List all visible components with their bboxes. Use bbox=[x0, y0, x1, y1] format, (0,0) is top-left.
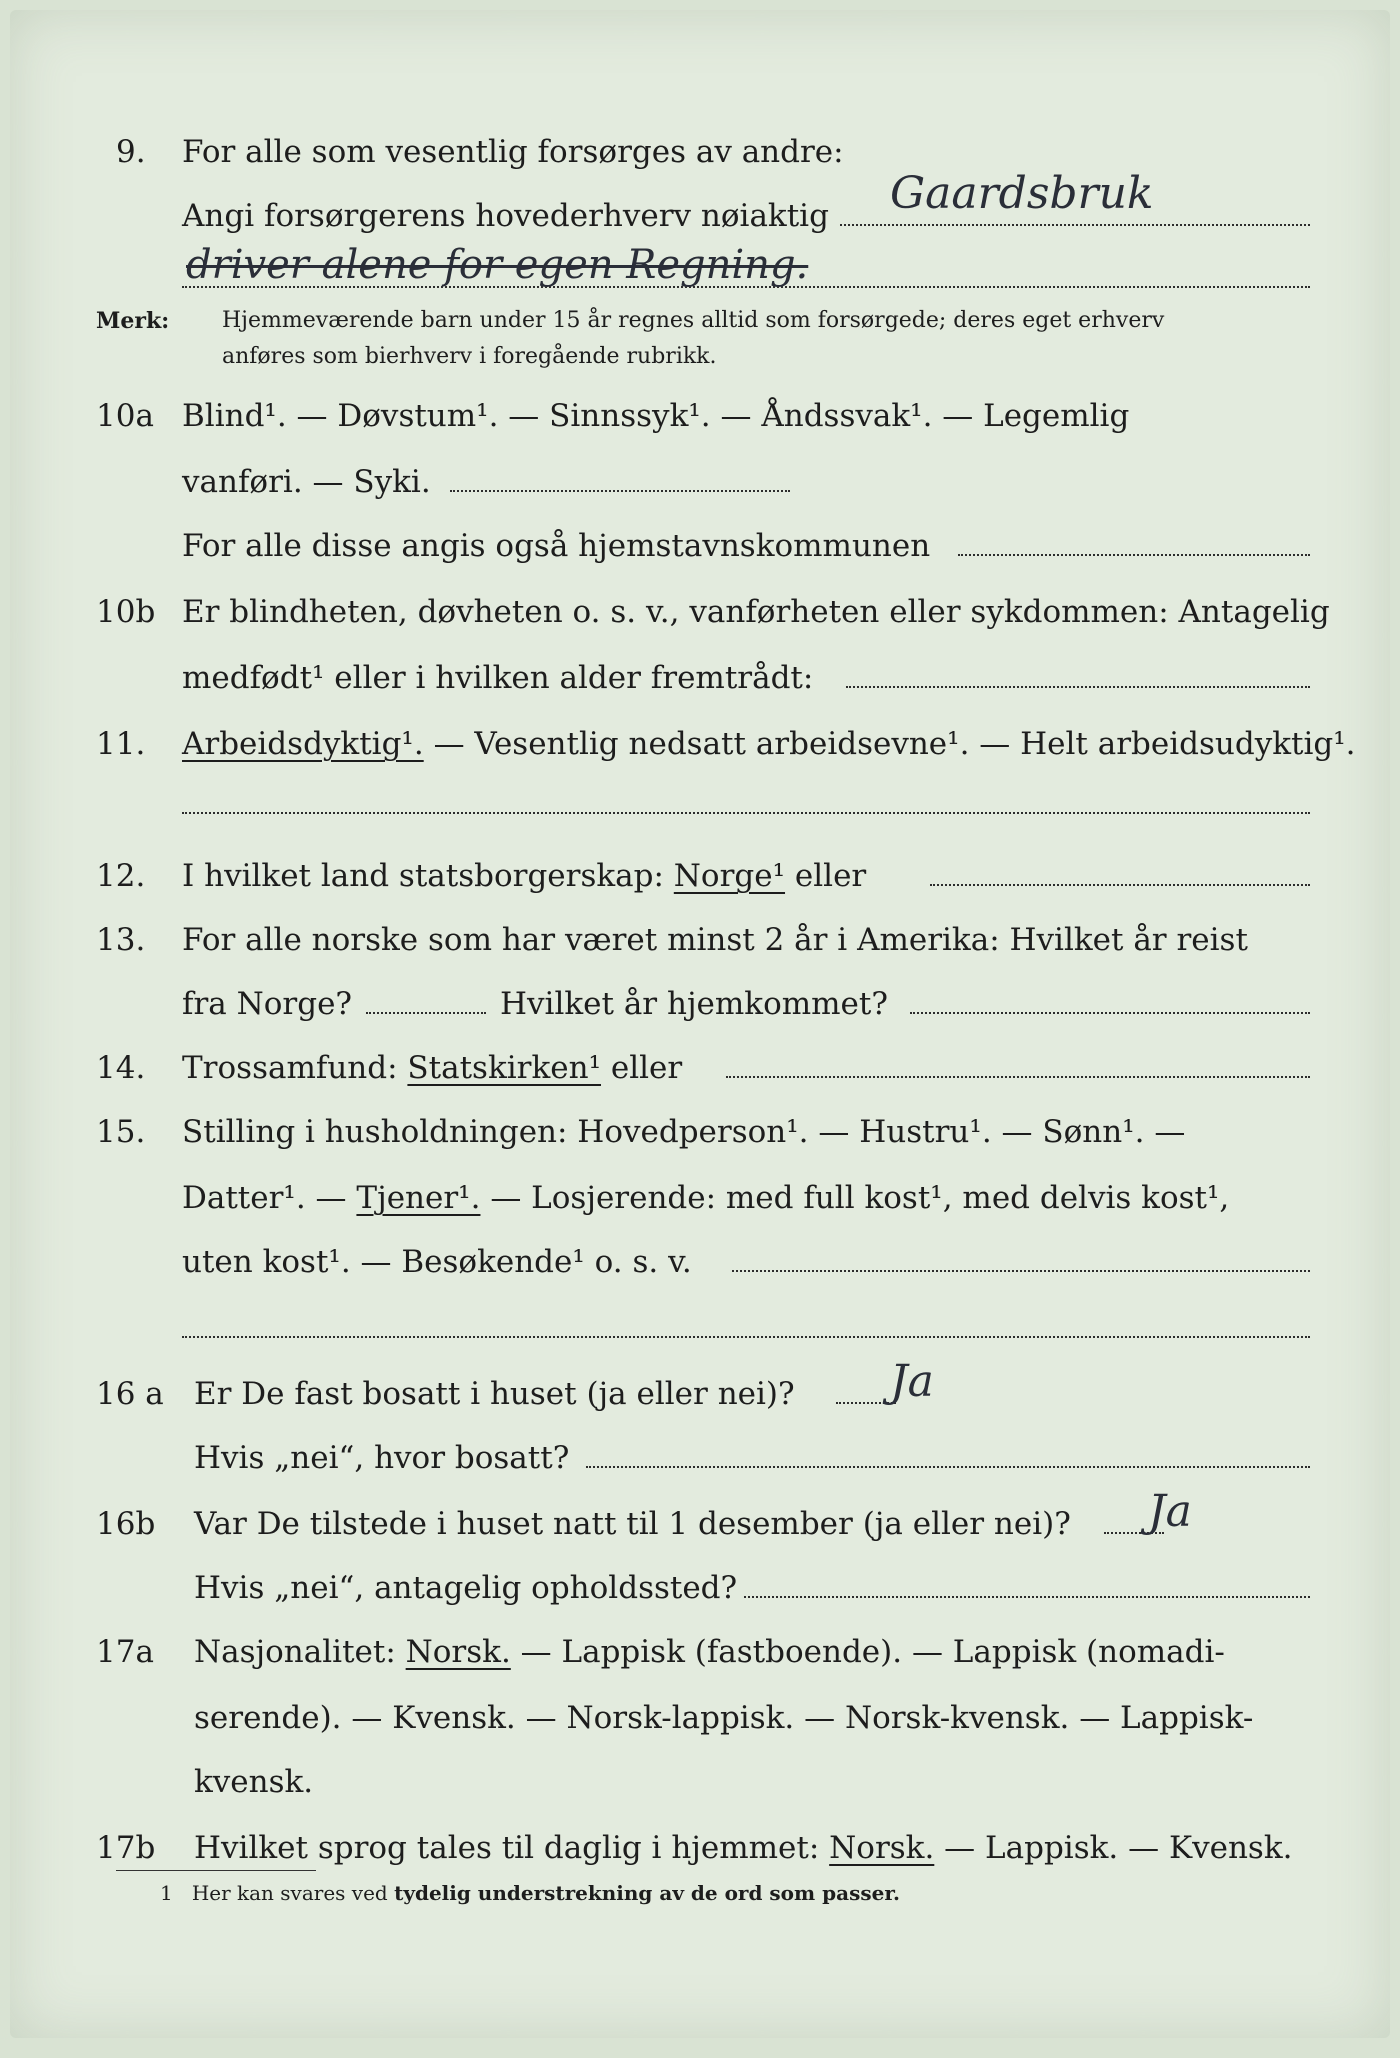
q12-text bbox=[182, 856, 866, 896]
q10a-text-line2: vanføri. — Syki. bbox=[182, 464, 431, 500]
q11-answer-line[interactable] bbox=[182, 812, 1310, 814]
q10b-text-line2: medfødt¹ eller i hvilken alder fremtrådt: bbox=[182, 660, 814, 696]
q14-text bbox=[182, 1048, 682, 1088]
q13-text-line1: For alle norske som har været minst 2 år i Amerika: Hvilket år reist bbox=[182, 922, 1248, 958]
q9-text-line1: For alle som vesentlig forsørges av andre: bbox=[182, 134, 844, 170]
q17b-option-norsk[interactable]: Norsk. bbox=[829, 1830, 935, 1866]
footnote-rule bbox=[116, 1870, 316, 1871]
q15-answer-line2[interactable] bbox=[182, 1336, 1310, 1338]
q16a-answer-line1[interactable] bbox=[836, 1402, 896, 1404]
q14-option-statskirken[interactable]: Statskirken¹ bbox=[407, 1050, 601, 1086]
census-form-page bbox=[10, 10, 1390, 2038]
q16b-answer-line2[interactable] bbox=[744, 1596, 1310, 1598]
q15-text-line1: Stilling i husholdningen: Hovedperson¹. — Hustru¹. — Sønn¹. — bbox=[182, 1114, 1186, 1150]
q12-text-pre: I hvilket land statsborgerskap: bbox=[182, 858, 664, 894]
q12-text-post: eller bbox=[794, 858, 867, 894]
footnote-bold: tydelig understrekning av de ord som passer. bbox=[394, 1881, 900, 1905]
q16a-number: 16 a bbox=[96, 1376, 164, 1412]
q14-text-post: eller bbox=[610, 1050, 683, 1086]
q12-option-norge[interactable]: Norge¹ bbox=[673, 858, 786, 894]
q11-text bbox=[182, 724, 1356, 764]
q10a-answer-line2[interactable] bbox=[958, 554, 1310, 556]
q15-text-line2a: Datter¹. — bbox=[182, 1180, 347, 1216]
q14-text-pre: Trossamfund: bbox=[182, 1050, 398, 1086]
q15-text-line3: uten kost¹. — Besøkende¹ o. s. v. bbox=[182, 1244, 692, 1280]
q13-number: 13. bbox=[96, 922, 146, 958]
q12-number: 12. bbox=[96, 858, 146, 894]
q10a-answer-line1[interactable] bbox=[450, 490, 790, 492]
q13-text-line2a: fra Norge? bbox=[182, 986, 353, 1022]
footnote-mark: 1 bbox=[160, 1881, 173, 1905]
q16a-handwritten-answer: Ja bbox=[890, 1356, 934, 1407]
q13-answer-hjemkommet[interactable] bbox=[910, 1012, 1310, 1014]
q17a-number: 17a bbox=[96, 1634, 154, 1670]
q16b-text-line1: Var De tilstede i huset natt til 1 desember (ja eller nei)? bbox=[194, 1506, 1071, 1542]
q17a-text-pre: Nasjonalitet: bbox=[194, 1634, 396, 1670]
footnote bbox=[160, 1880, 900, 1906]
q10a-text-line3: For alle disse angis også hjemstavnskommunen bbox=[182, 528, 931, 564]
q9-text-line2: Angi forsørgerens hovederhverv nøiaktig bbox=[182, 198, 829, 234]
q16b-handwritten-answer: Ja bbox=[1148, 1486, 1192, 1537]
q15-number: 15. bbox=[96, 1114, 146, 1150]
footnote-plain: Her kan svares ved bbox=[191, 1881, 388, 1905]
merk-text-line1: Hjemmeværende barn under 15 år regnes alltid som forsørgede; deres eget erhverv bbox=[222, 308, 1165, 333]
merk-text-line2: anføres som bierhverv i foregående rubrikk. bbox=[222, 344, 717, 369]
q17a-option-norsk[interactable]: Norsk. bbox=[405, 1634, 511, 1670]
q10b-number: 10b bbox=[96, 594, 156, 630]
q16b-number: 16b bbox=[96, 1506, 156, 1542]
q10a-number: 10a bbox=[96, 398, 154, 434]
q12-answer-line[interactable] bbox=[930, 884, 1310, 886]
q17b-text-post: — Lappisk. — Kvensk. bbox=[944, 1830, 1293, 1866]
q9-answer-line1[interactable] bbox=[840, 224, 1310, 226]
q10a-text-line1: Blind¹. — Døvstum¹. — Sinnssyk¹. — Åndssvak¹. — Legemlig bbox=[182, 398, 1130, 434]
q11-option-arbeidsdyktig[interactable]: Arbeidsdyktig¹. bbox=[182, 726, 424, 762]
q16a-text-line2: Hvis „nei“, hvor bosatt? bbox=[194, 1440, 570, 1476]
q17a-text-line3: kvensk. bbox=[194, 1764, 314, 1800]
q17b-number: 17b bbox=[96, 1830, 156, 1866]
q13-text-line2b: Hvilket år hjemkommet? bbox=[500, 986, 888, 1022]
q10b-text-line1: Er blindheten, døvheten o. s. v., vanførheten eller sykdommen: Antagelig bbox=[182, 594, 1330, 630]
q15-option-tjener[interactable]: Tjener¹. bbox=[356, 1180, 481, 1216]
q17a-text-line2: serende). — Kvensk. — Norsk-lappisk. — Norsk-kvensk. — Lappisk- bbox=[194, 1700, 1254, 1736]
q17a-text-line1 bbox=[194, 1632, 1225, 1672]
q15-text-line2b: — Losjerende: med full kost¹, med delvis kost¹, bbox=[490, 1180, 1230, 1216]
q16a-text-line1: Er De fast bosatt i huset (ja eller nei)? bbox=[194, 1376, 795, 1412]
q13-answer-reist[interactable] bbox=[366, 1012, 486, 1014]
merk-label: Merk: bbox=[96, 308, 170, 334]
q14-number: 14. bbox=[96, 1050, 146, 1086]
q15-text-line2 bbox=[182, 1178, 1229, 1218]
q16a-answer-line2[interactable] bbox=[586, 1466, 1310, 1468]
q14-answer-line[interactable] bbox=[726, 1076, 1310, 1078]
q17a-text-rest: — Lappisk (fastboende). — Lappisk (nomadi- bbox=[520, 1634, 1225, 1670]
q17b-text bbox=[194, 1828, 1292, 1868]
q11-number: 11. bbox=[96, 726, 146, 762]
q10b-answer-line[interactable] bbox=[846, 686, 1310, 688]
q11-text-rest: — Vesentlig nedsatt arbeidsevne¹. — Helt arbeidsudyktig¹. bbox=[433, 726, 1356, 762]
q16b-text-line2: Hvis „nei“, antagelig opholdssted? bbox=[194, 1570, 738, 1606]
q9-handwritten-struck-text: driver alene for egen Regning. bbox=[186, 242, 809, 288]
q9-number: 9. bbox=[116, 134, 146, 170]
q9-handwritten-occupation: Gaardsbruk bbox=[890, 168, 1154, 219]
q15-answer-line1[interactable] bbox=[732, 1270, 1310, 1272]
q17b-text-pre: Hvilket sprog tales til daglig i hjemmet: bbox=[194, 1830, 820, 1866]
